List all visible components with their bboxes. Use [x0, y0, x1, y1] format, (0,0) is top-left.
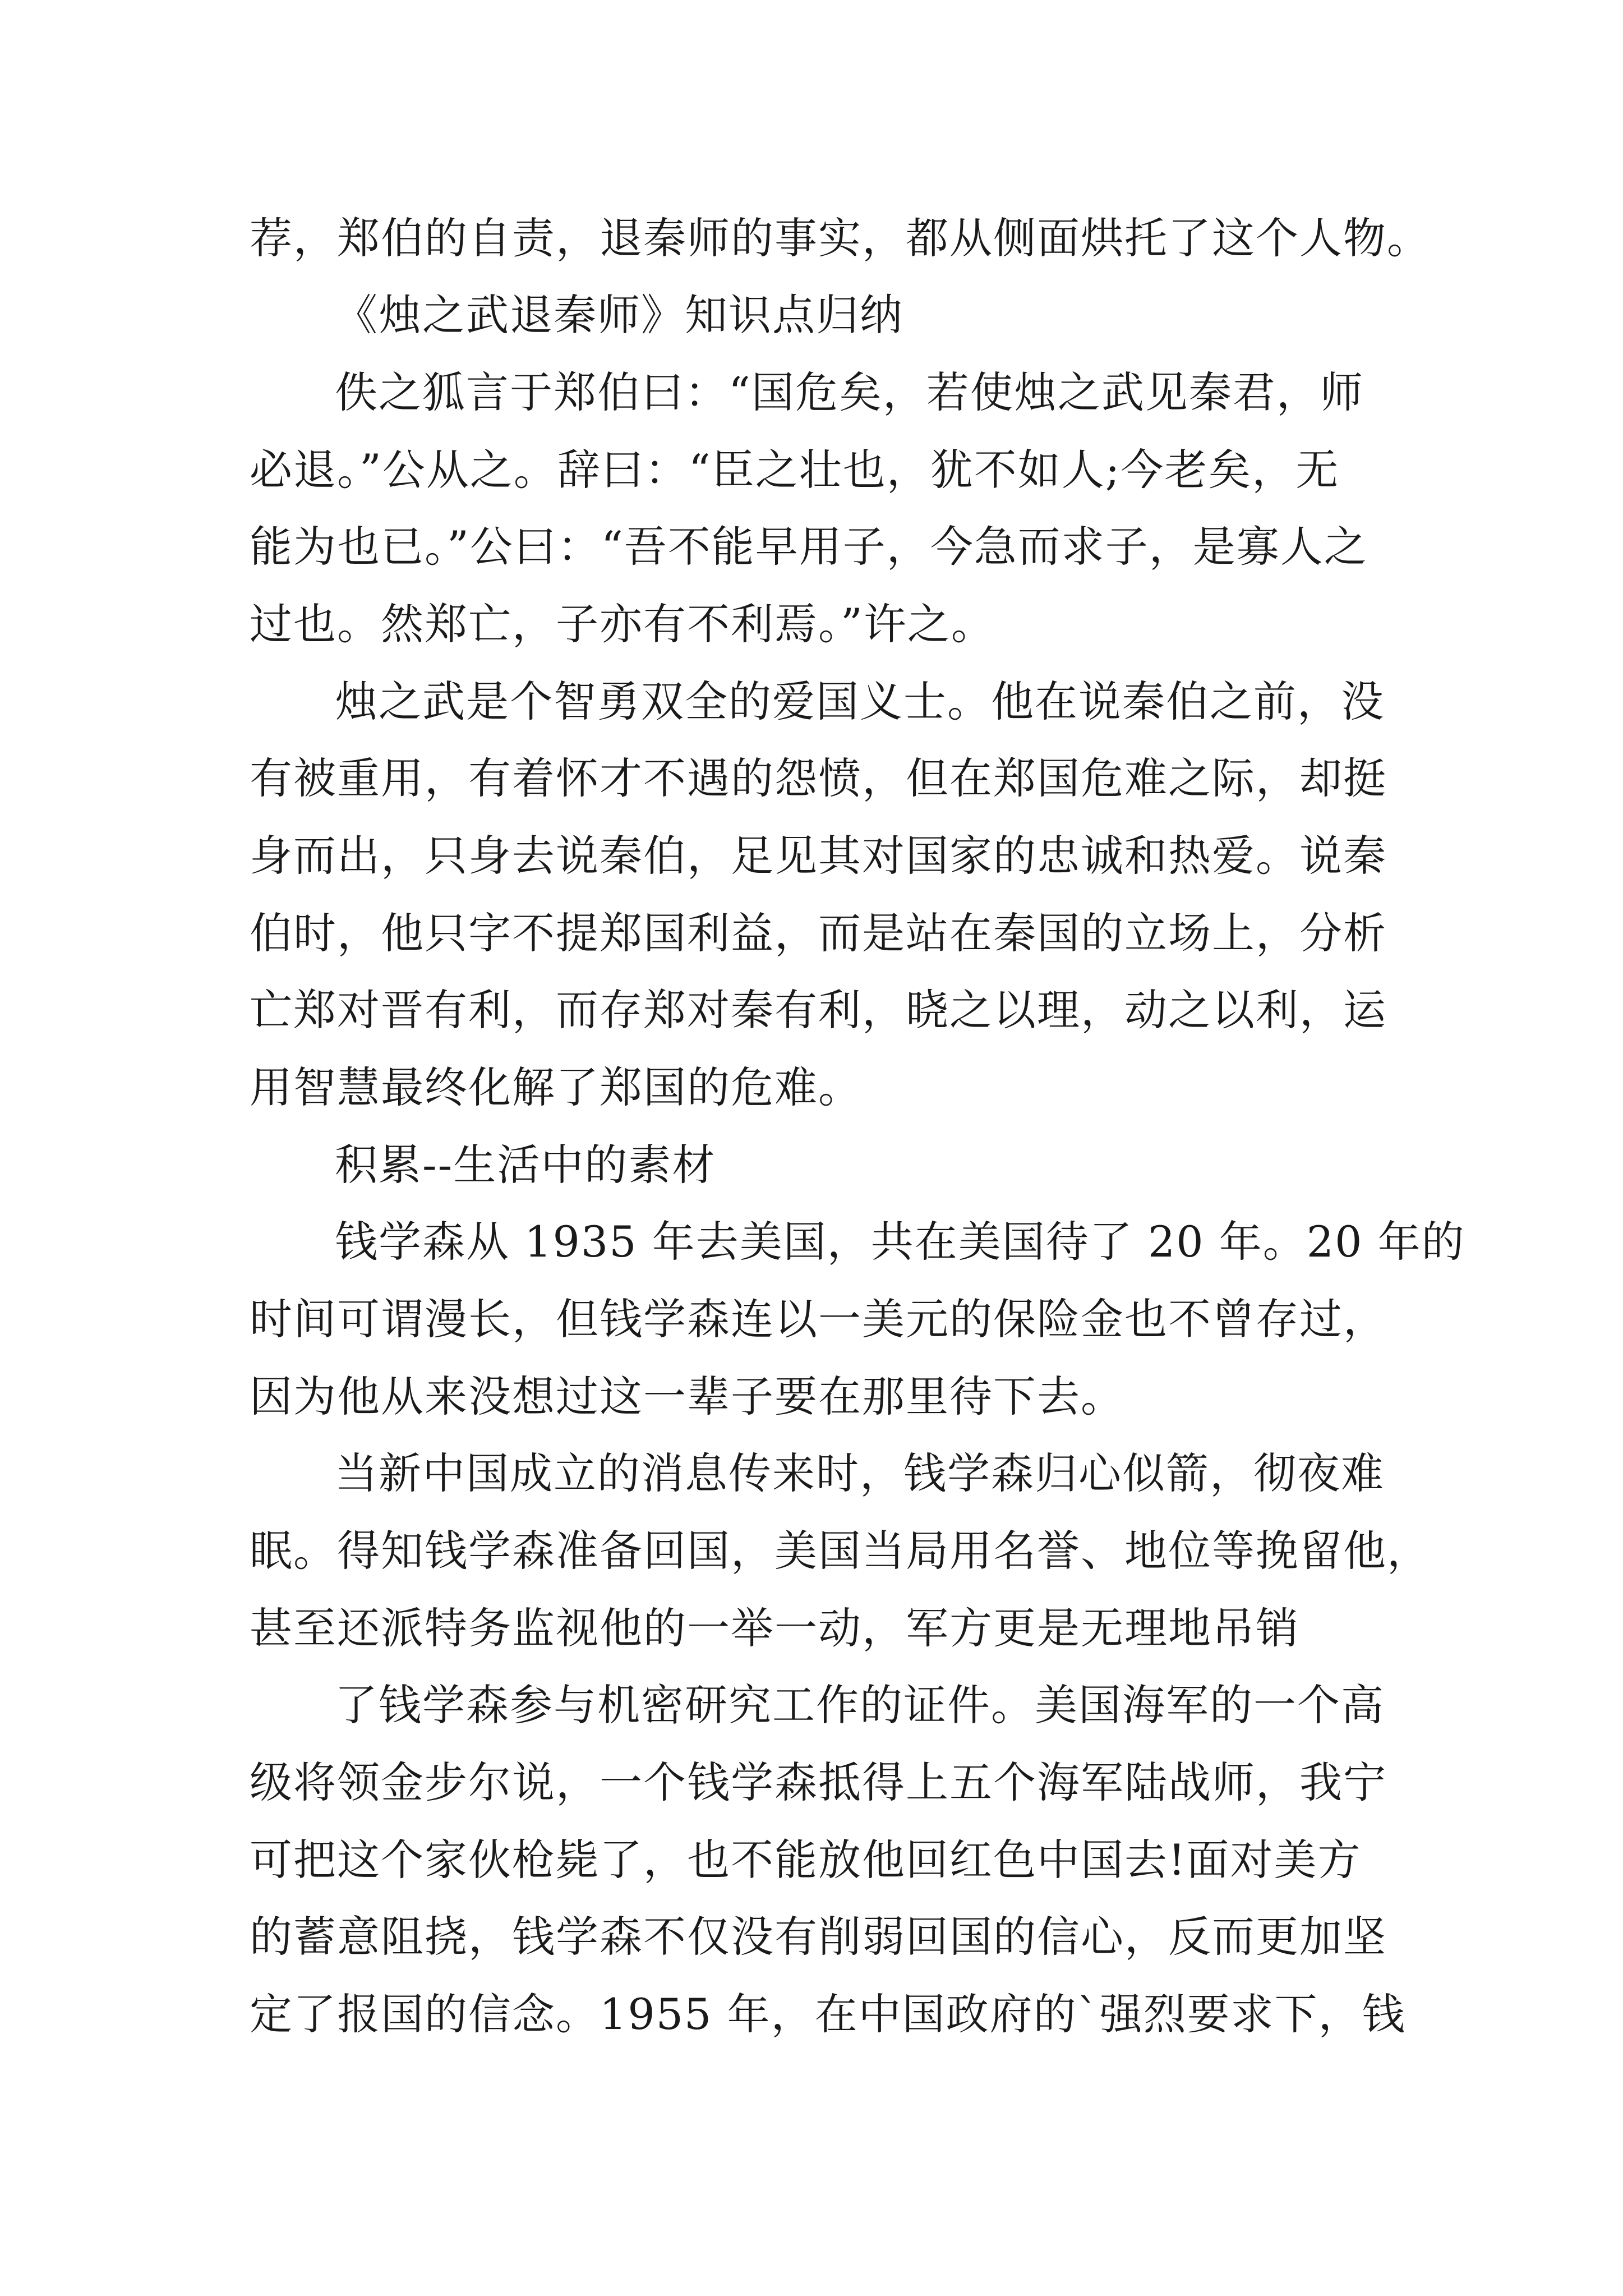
text-line: 过也。然郑亡，子亦有不利焉。”许之。: [250, 599, 995, 649]
text-line: 必退。”公从之。辞曰：“臣之壮也，犹不如人;今老矣，无: [250, 445, 1340, 495]
text-line: 因为他从来没想过这一辈子要在那里待下去。: [250, 1372, 1124, 1421]
text-line: 身而出，只身去说秦伯，足见其对国家的忠诚和热爱。说秦: [250, 831, 1387, 881]
text-line: 钱学森从 1935 年去美国，共在美国待了 20 年。20 年的: [335, 1217, 1465, 1267]
text-line: 有被重用，有着怀才不遇的怨愤，但在郑国危难之际，却挺: [250, 753, 1387, 803]
text-line: 的蓄意阻挠，钱学森不仅没有削弱回国的信心，反而更加坚: [250, 1912, 1387, 1962]
text-line: 当新中国成立的消息传来时，钱学森归心似箭，彻夜难: [335, 1448, 1385, 1498]
text-line: 眠。得知钱学森准备回国，美国当局用名誉、地位等挽留他，: [250, 1526, 1431, 1576]
text-line: 亡郑对晋有利，而存郑对秦有利，晓之以理，动之以利，运: [250, 985, 1387, 1035]
text-line: 伯时，他只字不提郑国利益，而是站在秦国的立场上，分析: [250, 908, 1387, 958]
text-line: 烛之武是个智勇双全的爱国义士。他在说秦伯之前，没: [335, 677, 1385, 726]
text-line: 了钱学森参与机密研究工作的证件。美国海军的一个高: [335, 1680, 1385, 1730]
text-line: 时间可谓漫长，但钱学森连以一美元的保险金也不曾存过，: [250, 1294, 1387, 1344]
text-line: 可把这个家伙枪毙了，也不能放他回红色中国去!面对美方: [250, 1835, 1362, 1885]
text-line: 荐，郑伯的自责，退秦师的事实，都从侧面烘托了这个人物。: [250, 213, 1431, 263]
section-heading: 《烛之武退秦师》知识点归纳: [335, 290, 903, 340]
text-line: 用智慧最终化解了郑国的危难。: [250, 1062, 862, 1112]
text-line: 甚至还派特务监视他的一举一动，军方更是无理地吊销: [250, 1603, 1299, 1653]
text-line: 佚之狐言于郑伯曰：“国危矣，若使烛之武见秦君，师: [335, 367, 1364, 417]
section-heading: 积累--生活中的素材: [335, 1140, 716, 1190]
text-line: 能为也已。”公曰：“吾不能早用子，今急而求子，是寡人之: [250, 522, 1368, 572]
text-line: 定了报国的信念。1955 年，在中国政府的`强烈要求下，钱: [250, 1989, 1406, 2039]
text-line: 级将领金步尔说，一个钱学森抵得上五个海军陆战师，我宁: [250, 1757, 1387, 1807]
